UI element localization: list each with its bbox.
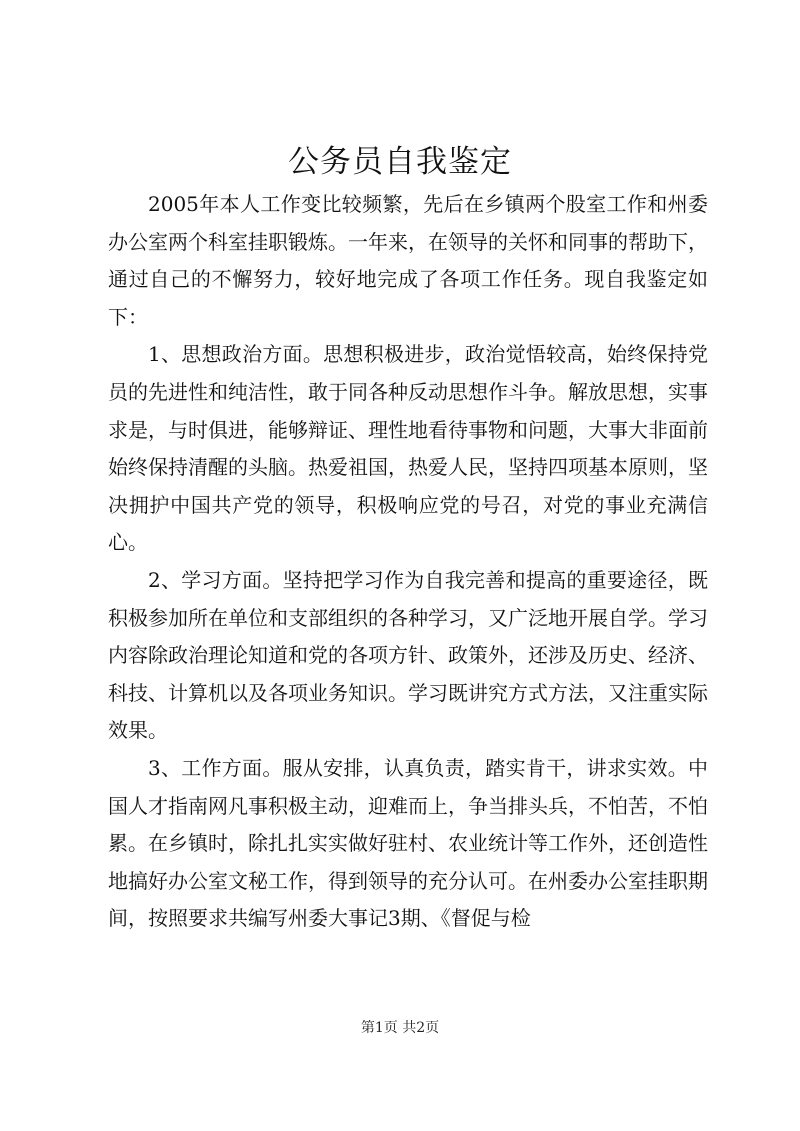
document-body — [108, 186, 708, 938]
page-footer: 第1页 共2页 — [360, 1020, 440, 1036]
paragraph-work: 3、工作方面。服从安排，认真负责，踏实肯干，讲求实效。中国人才指南网凡事积极主动，迎难而上，争当排头兵，不怕苦，不怕累。在乡镇时，除扎扎实实做好驻村、农业统计等工作外，还创造性地搞好办公室文秘工作，得到领导的充分认可。在州委办公室挂职期间，按照要求共编写州委大事记3期、《督促与检 — [108, 755, 708, 931]
paragraph-study: 2、学习方面。坚持把学习作为自我完善和提高的重要途径，既积极参加所在单位和支部组织的各种学习，又广泛地开展自学。学习内容除政治理论知道和党的各项方针、政策外，还涉及历史、经济、科技、计算机以及各项业务知识。学习既讲究方式方法，又注重实际效果。 — [108, 567, 708, 743]
document-title: 公务员自我鉴定 — [288, 144, 512, 180]
paragraph-intro: 2005年本人工作变比较频繁，先后在乡镇两个股室工作和州委办公室两个科室挂职锻炼。一年来，在领导的关怀和同事的帮助下，通过自己的不懈努力，较好地完成了各项工作任务。现自我鉴定如下： — [108, 192, 708, 329]
paragraph-political: 1、思想政治方面。思想积极进步，政治觉悟较高，始终保持党员的先进性和纯洁性，敢于同各种反动思想作斗争。解放思想，实事求是，与时俱进，能够辩证、理性地看待事物和问题，大事大非面前始终保持清醒的头脑。热爱祖国，热爱人民，坚持四项基本原则，坚决拥护中国共产党的领导，积极响应党的号召，对党的事业充满信心。 — [108, 342, 708, 555]
